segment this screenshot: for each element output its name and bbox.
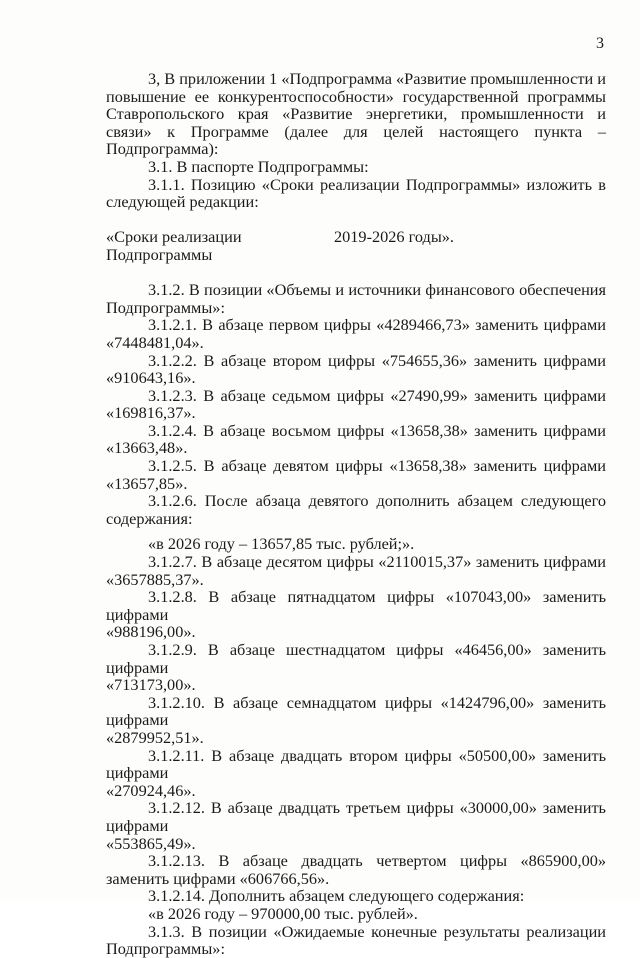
paragraph-3-1-2: 3.1.2. В позиции «Объемы и источники финансового обеспечения Подпрограммы»: <box>106 280 606 317</box>
paragraph-3-1-2-4: 3.1.2.4. В абзаце восьмом цифры «13658,38» заменить цифрами <box>148 420 606 440</box>
paragraph-3-1-3: 3.1.3. В позиции «Ожидаемые конечные результаты реализации Подпрограммы»: <box>106 921 606 958</box>
timing-label: «Сроки реализации Подпрограммы <box>106 227 242 264</box>
paragraph-3-1-2-11: 3.1.2.11. В абзаце двадцать втором цифры «50500,00» заменить цифрами <box>106 745 606 783</box>
paragraph-3-1-2-2-cont: «910643,16». <box>106 368 196 388</box>
paragraph-3-1-2-5-cont: «13657,85». <box>106 473 188 493</box>
paragraph-3-1: 3.1. В паспорте Подпрограммы: <box>148 156 369 176</box>
spacer <box>106 211 606 229</box>
paragraph-3-1-2-10: 3.1.2.10. В абзаце семнадцатом цифры «1424796,00» заменить цифрами <box>106 692 606 730</box>
timing-row <box>106 228 606 263</box>
paragraph-3-1-2-12-cont: «553865,49». <box>106 833 196 853</box>
paragraph-3-1-2-2: 3.1.2.2. В абзаце втором цифры «754655,36» заменить цифрами <box>148 350 606 370</box>
paragraph-3-1-2-10-cont: «2879952,51». <box>106 727 204 747</box>
paragraph-3-1-2-9: 3.1.2.9. В абзаце шестнадцатом цифры «46456,00» заменить цифрами <box>106 640 606 677</box>
paragraph-3-1-2-13: 3.1.2.13. В абзаце двадцать четвертом цифры «865900,00» заменить цифрами «606766,56». <box>106 851 606 888</box>
paragraph-3-1-2-1: 3.1.2.1. В абзаце первом цифры «4289466,73» заменить цифрами <box>148 315 606 335</box>
spacer <box>106 264 606 282</box>
paragraph-3-1-2-5: 3.1.2.5. В абзаце девятом цифры «13658,38» заменить цифрами <box>148 456 606 476</box>
paragraph-3-1-2-14: 3.1.2.14. Дополнить абзацем следующего содержания: <box>148 886 525 906</box>
paragraph-intro: 3, В приложении 1 «Подпрограмма «Развитие промышленности и повышение ее конкурентоспособности» государственной программы Ставропольского края «Развитие энергетики, промышленности и связи» к Программе (далее для целей настоящего пункта – Подпрограмма): <box>106 69 607 159</box>
paragraph-quote-2026: «в 2026 году – 13657,85 тыс. рублей;». <box>148 534 415 554</box>
paragraph-3-1-2-11-cont: «270924,46». <box>106 780 196 800</box>
document-body <box>106 70 606 958</box>
paragraph-3-1-2-7: 3.1.2.7. В абзаце десятом цифры «2110015,37» заменить цифрами <box>148 552 606 572</box>
paragraph-3-1-2-7-cont: «3657885,37». <box>106 569 204 589</box>
paragraph-3-1-2-8-cont: «988196,00». <box>106 622 196 642</box>
paragraph-3-1-2-4-cont: «13663,48». <box>106 438 188 458</box>
paragraph-quote-2026-970000: «в 2026 году – 970000,00 тыс. рублей». <box>148 903 418 923</box>
paragraph-3-1-2-1-cont: «7448481,04». <box>106 332 204 352</box>
page-number: 3 <box>596 35 604 52</box>
paragraph-3-1-2-3-cont: «169816,37». <box>106 403 196 423</box>
paragraph-3-1-2-6: 3.1.2.6. После абзаца девятого дополнить абзацем следующего содержания: <box>106 491 606 528</box>
paragraph-3-1-2-12: 3.1.2.12. В абзаце двадцать третьем цифры «30000,00» заменить цифрами <box>106 798 606 835</box>
paragraph-3-1-2-9-cont: «713173,00». <box>106 675 196 695</box>
timing-value: 2019-2026 годы». <box>334 227 454 247</box>
paragraph-3-1-2-8: 3.1.2.8. В абзаце пятнадцатом цифры «107043,00» заменить цифрами <box>106 587 606 624</box>
paragraph-3-1-1: 3.1.1. Позицию «Сроки реализации Подпрограммы» изложить в следующей редакции: <box>106 174 606 212</box>
paragraph-3-1-2-3: 3.1.2.3. В абзаце седьмом цифры «27490,99» заменить цифрами <box>148 385 606 405</box>
